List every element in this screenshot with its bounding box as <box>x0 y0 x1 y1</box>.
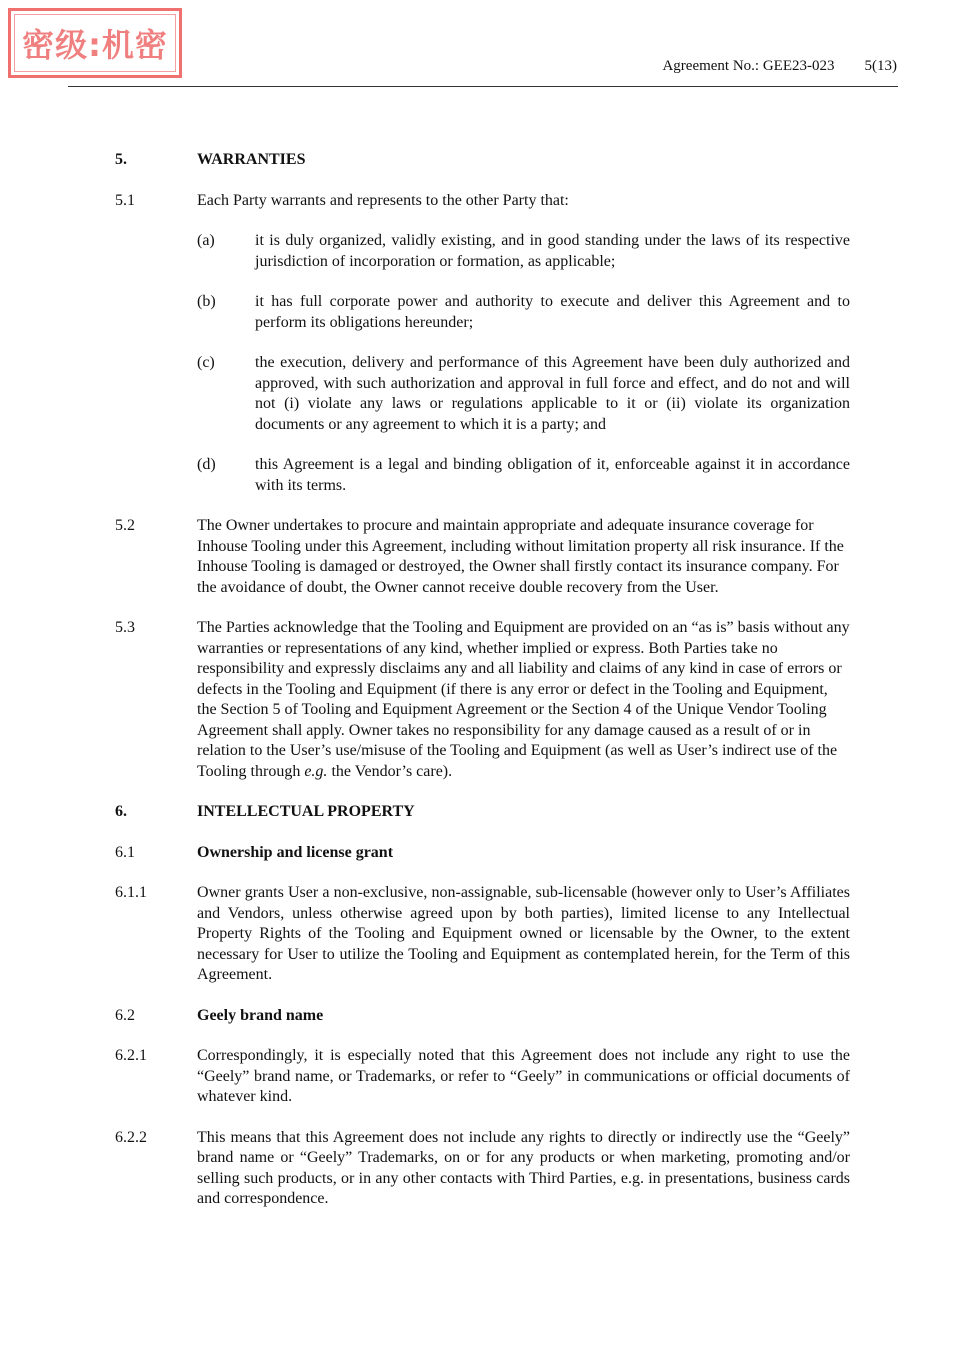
item-text: this Agreement is a legal and binding obligation of it, enforceable against it in accordance with its terms. <box>255 456 850 494</box>
stamp-text: 密级:机密 <box>14 14 176 72</box>
page-header <box>662 58 897 75</box>
clause-text: Correspondingly, it is especially noted that this Agreement does not include any right to use the “Geely” brand name, or Trademarks, or refer to “Geely” in communications or official documents of whatever kind. <box>197 1047 850 1105</box>
item-label: (d) <box>197 456 216 473</box>
clause-number: 5.1 <box>115 191 135 209</box>
clause-number: 6.1 <box>115 843 135 861</box>
clause-text-part: The Parties acknowledge that the Tooling and Equipment are provided on an “as is” basis without any warranties or representations of any kind, whether implied or express. Both Parties take no responsibility and expressly disclaims any and all liability and claims of any kind in case of errors or defects in the Tooling and Equipment (if there is any error or defect in the Tooling and Equipment, the Section 5 of Tooling and Equipment Agreement or the Section 4 of the Unique Vendor Tooling Agreement shall apply. Owner takes no responsibility for any damage caused as a result of or in relation to the User’s use/misuse of the Tooling and Equipment (as well as User’s indirect use of the Tooling through <box>197 619 850 780</box>
clause-6-2 <box>115 1006 850 1027</box>
clause-number: 5.2 <box>115 517 135 534</box>
agreement-number: Agreement No.: GEE23-023 <box>662 58 835 74</box>
clause-number: 5.3 <box>115 619 135 636</box>
clause-number: 6.1.1 <box>115 884 147 901</box>
clause-5-1 <box>115 191 850 212</box>
page-number: 5(13) <box>864 58 897 74</box>
section-title: INTELLECTUAL PROPERTY <box>197 803 415 820</box>
clause-title: Ownership and license grant <box>197 843 394 861</box>
clause-5-1-a <box>197 231 850 272</box>
section-5-heading <box>115 150 850 171</box>
section-6-heading <box>115 802 850 823</box>
item-label: (b) <box>197 293 216 310</box>
clause-text: Owner grants User a non-exclusive, non-assignable, sub-licensable (however only to User’s Affiliates and Vendors, unless otherwise agreed upon by both parties), limited license to any Intellectual Property Rights of the Tooling and Equipment owned or licensable by the Owner, to the extent necessary for User to utilize the Tooling and Equipment as contemplated herein, for the Term of this Agreement. <box>197 884 850 983</box>
document-body <box>115 150 850 1210</box>
clause-text: The Owner undertakes to procure and maintain appropriate and adequate insurance coverage for Inhouse Tooling under this Agreement, including without limitation property all risk insurance. If the Inhouse Tooling is damaged or destroyed, the Owner shall firstly contact its insurance company. For the avoidance of doubt, the Owner cannot receive double recovery from the User. <box>197 517 844 596</box>
clause-5-2 <box>115 516 850 598</box>
clause-number: 6.2 <box>115 1006 135 1024</box>
item-text: the execution, delivery and performance of this Agreement have been duly authorized and approved, with such authorization and approval in full force and effect, and do not and will not (i) violate any laws or regulations applicable to it or (ii) violate its organization documents or any agreement to which it is a party; and <box>255 354 850 433</box>
clause-text: Each Party warrants and represents to the other Party that: <box>197 191 569 209</box>
clause-text-part: the Vendor’s care). <box>327 762 453 780</box>
clause-5-1-c <box>197 353 850 435</box>
clause-6-1-1 <box>115 883 850 986</box>
clause-6-2-2 <box>115 1128 850 1210</box>
header-rule <box>68 86 898 87</box>
section-number: 6. <box>115 803 127 820</box>
confidential-stamp <box>8 8 182 78</box>
item-text: it has full corporate power and authority to execute and deliver this Agreement and to perform its obligations hereunder; <box>255 293 850 331</box>
section-number: 5. <box>115 151 127 168</box>
clause-5-1-b <box>197 292 850 333</box>
item-label: (c) <box>197 354 215 371</box>
clause-text-emphasis: e.g. <box>304 762 328 780</box>
clause-title: Geely brand name <box>197 1006 324 1024</box>
clause-6-1 <box>115 843 850 864</box>
clause-5-3 <box>115 618 850 782</box>
section-title: WARRANTIES <box>197 151 306 168</box>
clause-5-1-d <box>197 455 850 496</box>
clause-number: 6.2.1 <box>115 1047 147 1064</box>
clause-text <box>197 618 850 782</box>
clause-6-2-1 <box>115 1046 850 1108</box>
item-text: it is duly organized, validly existing, and in good standing under the laws of its respective jurisdiction of incorporation or formation, as applicable; <box>255 232 850 270</box>
clause-number: 6.2.2 <box>115 1128 147 1146</box>
item-label: (a) <box>197 232 215 249</box>
clause-text: This means that this Agreement does not include any rights to directly or indirectly use the “Geely” brand name or “Geely” Trademarks, on or for any products or when marketing, promoting and/or selling such products, or in any other contacts with Third Parties, e.g. in presentations, business cards and correspondence. <box>197 1128 850 1207</box>
